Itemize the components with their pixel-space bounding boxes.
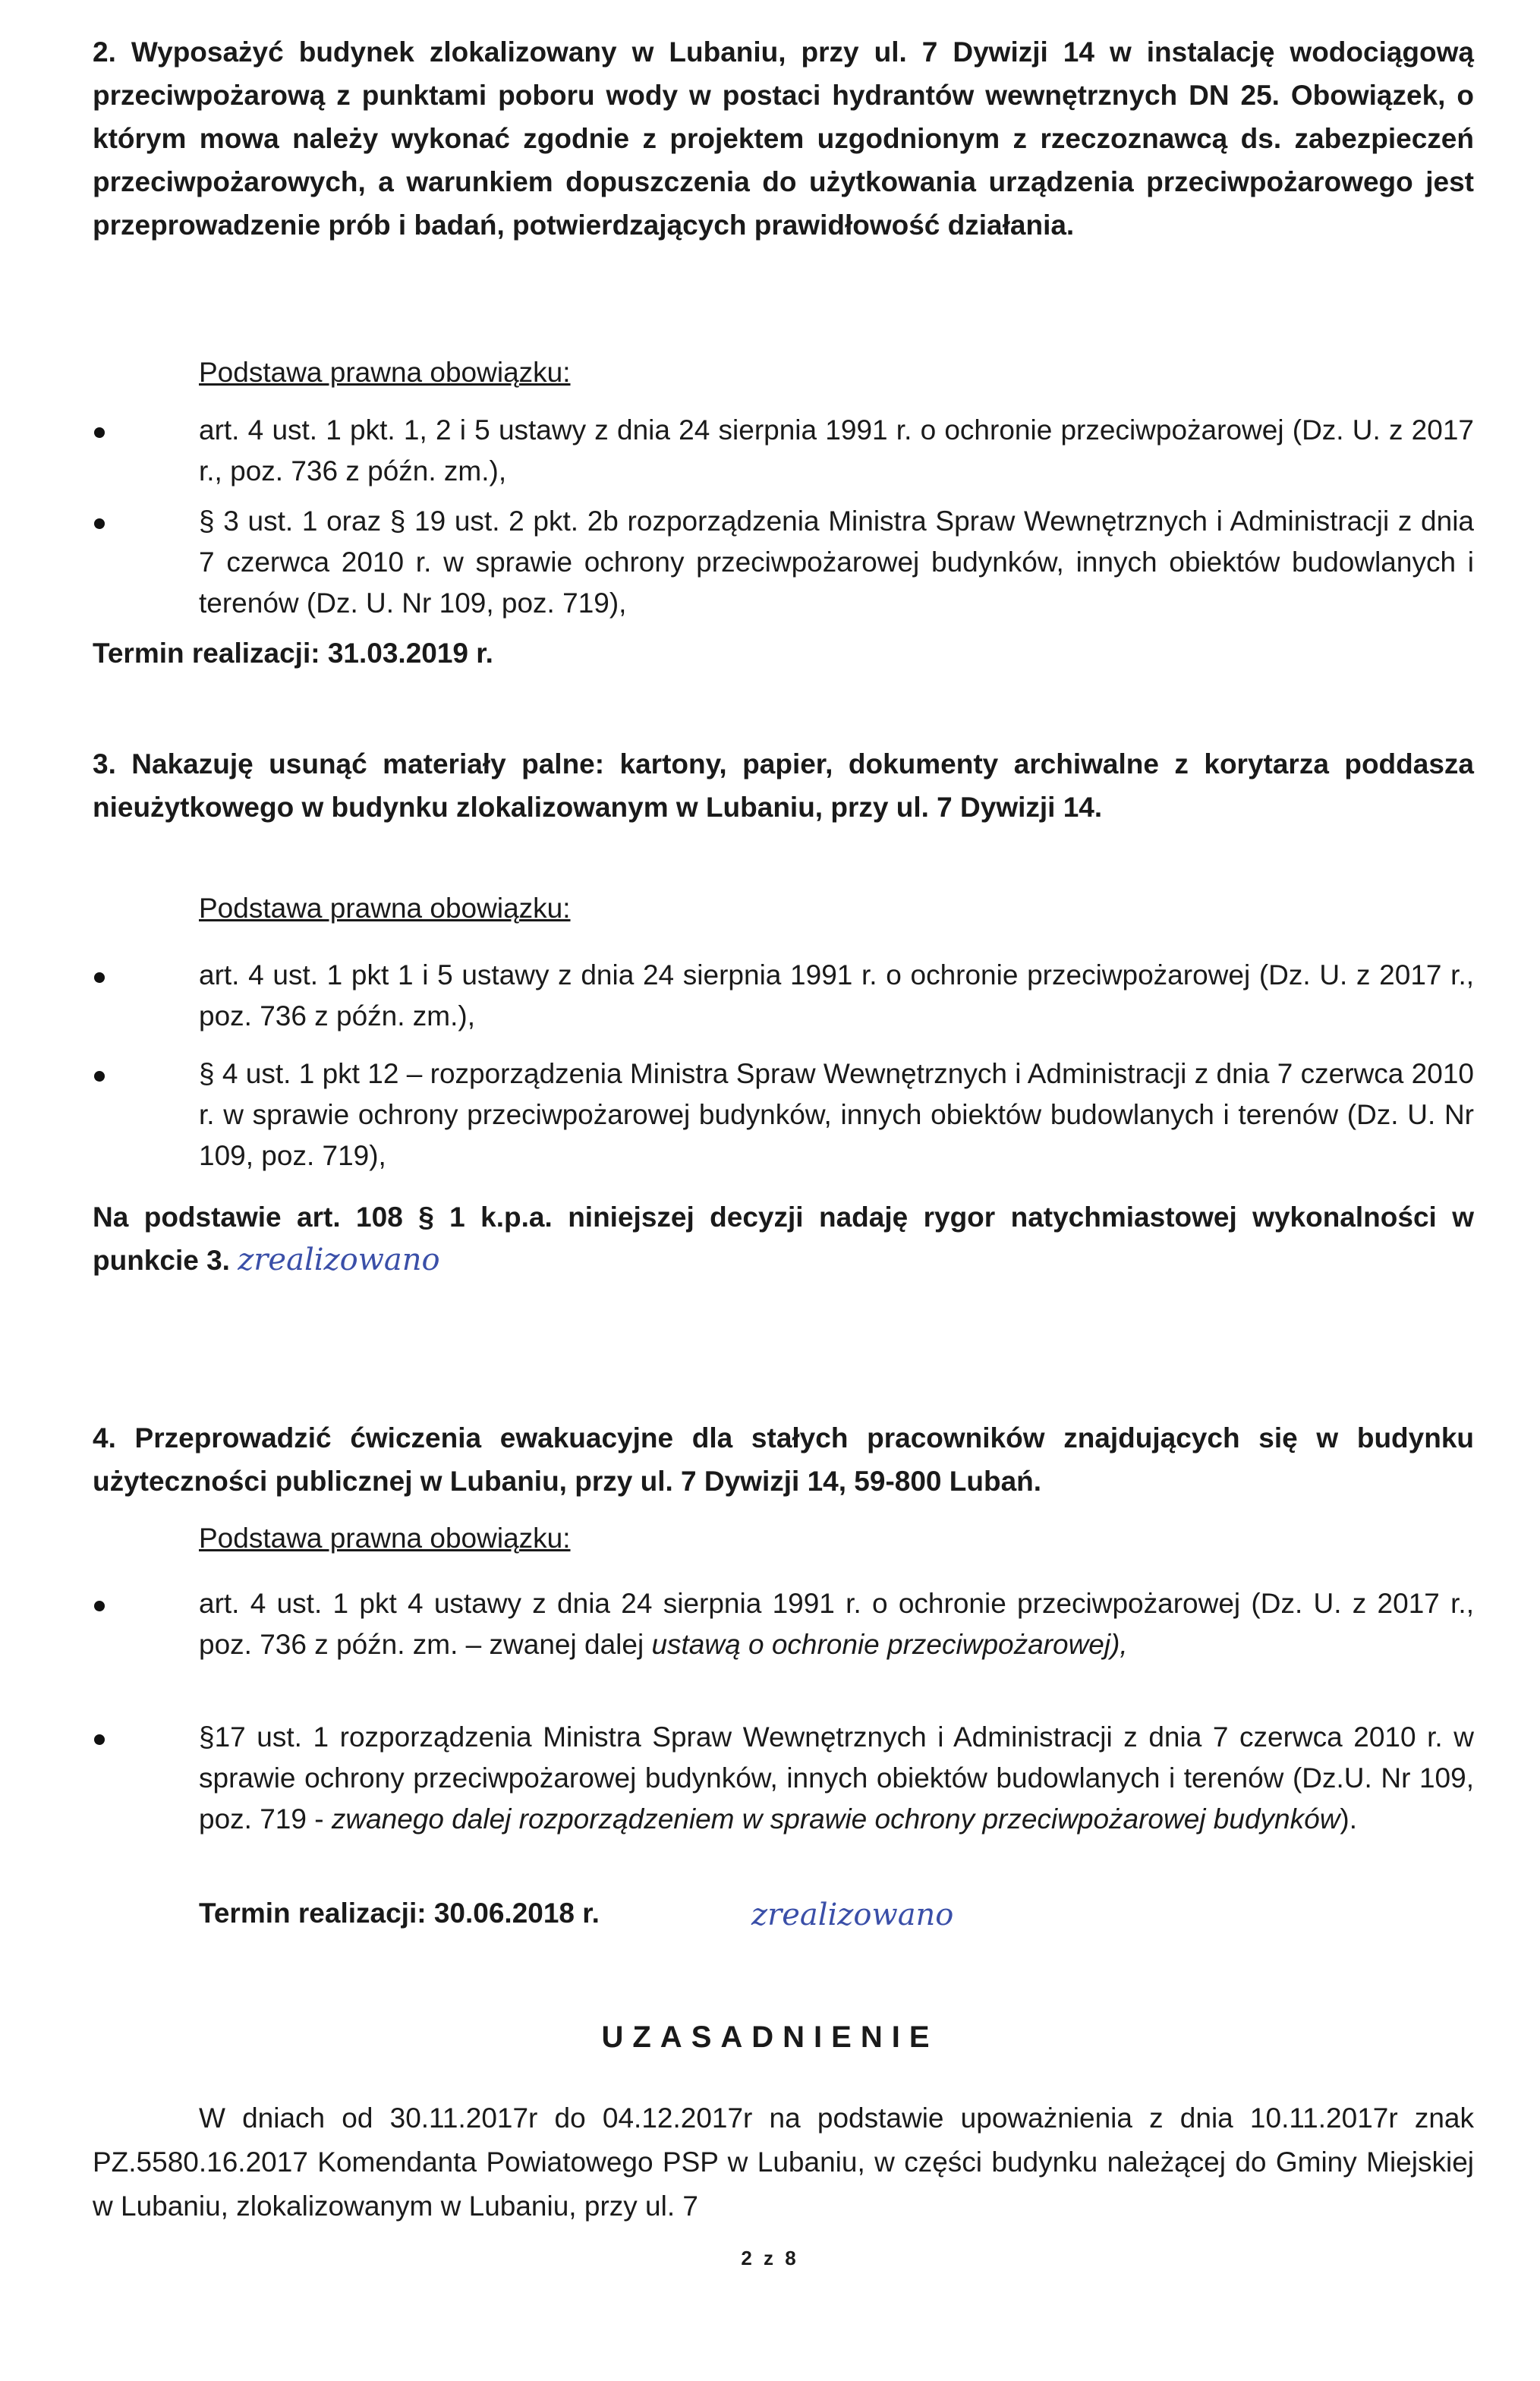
item-4-bullet-2: §17 ust. 1 rozporządzenia Ministra Spraw Wewnętrznych i Administracji z dnia 7 czerwca 2010 r. w sprawie ochrony przeciwpożarowej budynków, innych obiektów budowlanych i terenów (Dz.U. Nr 109, poz. 719 - zwanego dalej rozporządzeniem w sprawie ochrony przeciwpożarowej budynków).	[199, 1717, 1474, 1840]
page-number: 2 z 8	[741, 2247, 799, 2269]
item-3-bullet-1: art. 4 ust. 1 pkt 1 i 5 ustawy z dnia 24 sierpnia 1991 r. o ochronie przeciwpożarowej (Dz. U. z 2017 r., poz. 736 z późn. zm.),	[199, 955, 1474, 1037]
item-4-term: Termin realizacji: 30.06.2018 r.	[199, 1898, 600, 1929]
item-3-basis-label: Podstawa prawna obowiązku:	[199, 893, 571, 924]
item-3-bullet-2: § 4 ust. 1 pkt 12 – rozporządzenia Ministra Spraw Wewnętrznych i Administracji z dnia 7 czerwca 2010 r. w sprawie ochrony przeciwpożarowej budynków, innych obiektów budowlanych i terenów (Dz. U. Nr 109, poz. 719),	[199, 1053, 1474, 1176]
uzasadnienie-text: W dniach od 30.11.2017r do 04.12.2017r na podstawie upoważnienia z dnia 10.11.2017r znak PZ.5580.16.2017 Komendanta Powiatowego PSP w Lubaniu, w części budynku należącej do Gminy Miejskiej w Lubaniu, zlokalizowanym w Lubaniu, przy ul. 7	[93, 2102, 1474, 2222]
handwritten-note: zrealizowano	[238, 1242, 440, 1277]
item-4-basis-label: Podstawa prawna obowiązku:	[199, 1523, 571, 1554]
bullet-icon	[94, 1601, 105, 1611]
item-2-basis-label: Podstawa prawna obowiązku:	[199, 357, 571, 388]
bullet-icon	[94, 972, 105, 983]
handwritten-note: zrealizowano	[751, 1898, 954, 1932]
bullet-icon	[94, 518, 105, 529]
bullet-icon	[94, 1734, 105, 1745]
item-2-text: 2. Wyposażyć budynek zlokalizowany w Lubaniu, przy ul. 7 Dywizji 14 w instalację wodociągową przeciwpożarową z punktami poboru wody w postaci hydrantów wewnętrznych DN 25. Obowiązek, o którym mowa należy wykonać zgodnie z projektem uzgodnionym z rzeczoznawcą ds. zabezpieczeń przeciwpożarowych, a warunkiem dopuszczenia do użytkowania urządzenia przeciwpożarowego jest przeprowadzenie prób i badań, potwierdzających prawidłowość działania.	[93, 36, 1474, 241]
item-2-bullet-1: art. 4 ust. 1 pkt. 1, 2 i 5 ustawy z dnia 24 sierpnia 1991 r. o ochronie przeciwpożarowej (Dz. U. z 2017 r., poz. 736 z późn. zm.),	[199, 410, 1474, 492]
item-3-text: 3. Nakazuję usunąć materiały palne: kartony, papier, dokumenty archiwalne z korytarza poddasza nieużytkowego w budynku zlokalizowanym w Lubaniu, przy ul. 7 Dywizji 14.	[93, 748, 1474, 823]
item-4-bullet-1: art. 4 ust. 1 pkt 4 ustawy z dnia 24 sierpnia 1991 r. o ochronie przeciwpożarowej (Dz. U. z 2017 r., poz. 736 z późn. zm. – zwanej dalej ustawą o ochronie przeciwpożarowej),	[199, 1583, 1474, 1665]
item-2-term: Termin realizacji: 31.03.2019 r.	[93, 638, 493, 669]
bullet-icon	[94, 1071, 105, 1082]
bullet-icon	[94, 427, 105, 438]
item-3-rygor: Na podstawie art. 108 § 1 k.p.a. niniejszej decyzji nadaję rygor natychmiastowej wykonalności w punkcie 3. zrealizowano	[93, 1202, 1474, 1277]
uzasadnienie-heading: UZASADNIENIE	[601, 2020, 939, 2054]
item-2-bullet-2: § 3 ust. 1 oraz § 19 ust. 2 pkt. 2b rozporządzenia Ministra Spraw Wewnętrznych i Administracji z dnia 7 czerwca 2010 r. w sprawie ochrony przeciwpożarowej budynków, innych obiektów budowlanych i terenów (Dz. U. Nr 109, poz. 719),	[199, 501, 1474, 624]
item-4-text: 4. Przeprowadzić ćwiczenia ewakuacyjne dla stałych pracowników znajdujących się w budynku użyteczności publicznej w Lubaniu, przy ul. 7 Dywizji 14, 59-800 Lubań.	[93, 1422, 1474, 1497]
